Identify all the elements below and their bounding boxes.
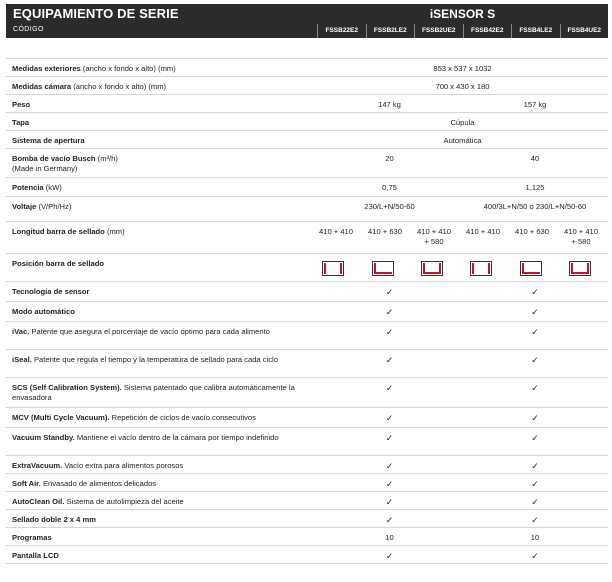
row-label: SCS (Self Calibration System). Sistema patentado que calibra automáticamente la envasadora: [12, 383, 295, 402]
cell-value: Automática: [443, 136, 482, 145]
cell-value: 410 + 410: [466, 227, 500, 236]
check-icon: ✓: [531, 433, 539, 443]
cell-value: 1,125: [525, 183, 545, 192]
row-label: Posición barra de sellado: [12, 259, 105, 268]
row-label: iSeal. Patente que regula el tiempo y la temperatura de sellado para cada ciclo: [12, 355, 278, 364]
table-row-scs: [6, 378, 608, 408]
check-icon: ✓: [385, 461, 394, 471]
check-icon: ✓: [385, 433, 394, 443]
check-icon: ✓: [531, 307, 539, 317]
cell-value: 410 + 410 + 580: [564, 227, 598, 246]
row-label: Tapa: [12, 118, 30, 127]
cell-value: 853 x 537 x 1032: [433, 64, 492, 73]
cell-value: 410 + 630: [515, 227, 549, 236]
seal-bar-position-icon: [322, 261, 344, 276]
table-row-extravacuum: [6, 456, 608, 474]
check-icon: ✓: [385, 327, 394, 337]
check-icon: ✓: [385, 479, 394, 489]
model-codes: [317, 24, 608, 38]
check-icon: ✓: [385, 355, 394, 365]
row-label: Sellado doble 2 x 4 mm: [12, 515, 96, 524]
cell-value: 400/3L+N/50 o 230/L+N/50-60: [483, 202, 587, 211]
cell-value: 10: [385, 533, 394, 542]
check-icon: ✓: [531, 551, 539, 561]
seal-bar-position-icon: [569, 261, 591, 276]
cell-value: 0,75: [382, 183, 397, 192]
table-row-pantalla-lcd: [6, 546, 608, 564]
table-row-medidas-camara: [6, 77, 608, 95]
row-label: Medidas cámara (ancho x fondo x alto) (mm): [12, 82, 167, 91]
check-icon: ✓: [385, 515, 394, 525]
product-name: iSENSOR S: [429, 7, 496, 21]
row-label: Programas: [12, 533, 52, 542]
table-header: [6, 4, 608, 38]
table-row-soft-air: [6, 474, 608, 492]
row-label: Tecnología de sensor: [12, 287, 90, 296]
check-icon: ✓: [531, 327, 539, 337]
cell-value: 147 kg: [378, 100, 401, 109]
check-icon: ✓: [531, 515, 539, 525]
check-icon: ✓: [531, 383, 539, 393]
check-icon: ✓: [385, 551, 394, 561]
seal-bar-position-icon: [421, 261, 443, 276]
table-row-voltaje: [6, 197, 608, 222]
model-code: FSSB2LE2: [366, 24, 415, 38]
table-row-vacuum-standby: [6, 428, 608, 456]
cell-value: 410 + 410 + 580: [417, 227, 451, 246]
table-row-tapa: [6, 113, 608, 131]
row-label: Pantalla LCD: [12, 551, 59, 560]
table-row-mcv: [6, 408, 608, 428]
check-icon: ✓: [531, 479, 539, 489]
row-label: Peso: [12, 100, 31, 109]
table-row-sellado-doble: [6, 510, 608, 528]
model-code: FSSB2UE2: [414, 24, 463, 38]
check-icon: ✓: [385, 307, 394, 317]
row-label: Sistema de apertura: [12, 136, 85, 145]
check-icon: ✓: [531, 497, 539, 507]
check-icon: ✓: [531, 413, 539, 423]
code-label: CÓDIGO: [13, 26, 44, 33]
table-row-iseal: [6, 350, 608, 378]
table-row-tecnologia-sensor: [6, 282, 608, 302]
check-icon: ✓: [531, 461, 539, 471]
check-icon: ✓: [385, 413, 394, 423]
cell-value: Cúpula: [450, 118, 475, 127]
model-code: FSSB22E2: [317, 24, 366, 38]
check-icon: ✓: [531, 355, 539, 365]
check-icon: ✓: [385, 383, 394, 393]
table-row-bomba-vacio: [6, 149, 608, 178]
table-row-potencia: [6, 178, 608, 197]
model-code: FSSB4UE2: [560, 24, 609, 38]
seal-bar-position-icon: [520, 261, 542, 276]
check-icon: ✓: [385, 497, 394, 507]
cell-value: 410 + 410: [319, 227, 353, 236]
row-label: Vacuum Standby. Mantiene el vacío dentro de la cámara por tiempo indefinido: [12, 433, 279, 442]
table-row-posicion-barra: [6, 254, 608, 282]
row-label: Medidas exteriores (ancho x fondo x alto) (mm): [12, 64, 176, 73]
cell-value: 157 kg: [523, 100, 547, 109]
row-label: Soft Air. Envasado de alimentos delicados: [12, 479, 157, 488]
check-icon: ✓: [531, 287, 539, 297]
table-row-peso: [6, 95, 608, 113]
row-label: iVac. Patente que asegura el porcentaje de vacío óptimo para cada alimento: [12, 327, 270, 336]
table-row-programas: [6, 528, 608, 546]
row-label: AutoClean Oil. Sistema de autolimpieza del aceite: [12, 497, 184, 506]
cell-value: 40: [530, 154, 540, 163]
table-row-autoclean-oil: [6, 492, 608, 510]
model-code: FSSB4LE2: [511, 24, 560, 38]
row-label: ExtraVacuum. Vacío extra para alimentos porosos: [12, 461, 184, 470]
table-row-ivac: [6, 322, 608, 350]
row-label: Voltaje (V/Ph/Hz): [12, 202, 72, 211]
cell-value: 230/L+N/50-60: [364, 202, 415, 211]
check-icon: ✓: [385, 287, 394, 297]
row-label: Modo automático: [12, 307, 75, 316]
row-label: Bomba de vacío Busch (m³/h) (Made in Germany): [12, 154, 118, 173]
row-label: Longitud barra de sellado (mm): [12, 227, 125, 236]
seal-bar-position-icon: [470, 261, 492, 276]
section-title: EQUIPAMIENTO DE SERIE: [13, 6, 179, 21]
model-code: FSSB42E2: [463, 24, 512, 38]
row-label: Potencia (kW): [12, 183, 62, 192]
cell-value: 700 x 430 x 180: [435, 82, 490, 91]
table-row-medidas-exteriores: [6, 58, 608, 77]
table-row-sistema-apertura: [6, 131, 608, 149]
cell-value: 10: [530, 533, 540, 542]
table-row-modo-automatico: [6, 302, 608, 322]
seal-bar-position-icon: [372, 261, 394, 276]
row-label: MCV (Multi Cycle Vacuum). Repetición de ciclos de vacío consecutivos: [12, 413, 256, 422]
cell-value: 410 + 630: [368, 227, 402, 236]
cell-value: 20: [385, 154, 394, 163]
table-row-longitud-barra: [6, 222, 608, 254]
